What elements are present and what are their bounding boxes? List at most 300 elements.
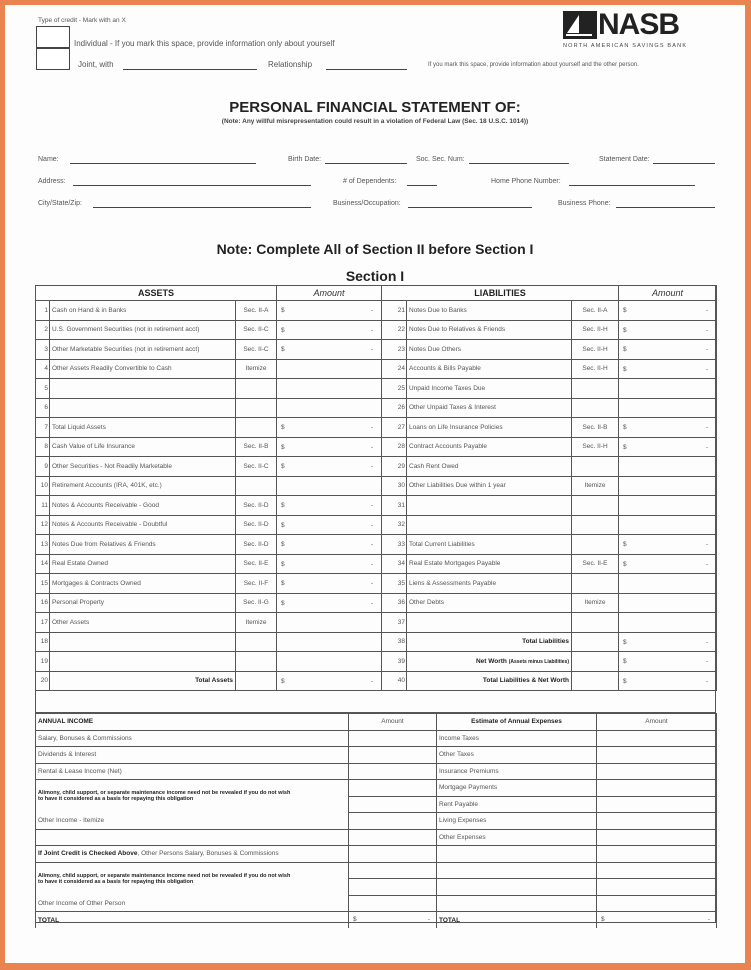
- row-label: [50, 418, 236, 438]
- row-label: [407, 476, 572, 496]
- row-number: 28: [382, 437, 407, 457]
- expense-row-rent: Rent Payable: [437, 796, 597, 813]
- amount-dash: -: [370, 580, 373, 587]
- dollar-sign: $: [281, 541, 285, 548]
- row-number: 37: [382, 613, 407, 633]
- row-number: 20: [36, 671, 50, 691]
- income-expenses-table: [35, 713, 717, 928]
- row-label-text: Liens & Assessments Payable: [409, 579, 497, 587]
- liabilities-row: [382, 476, 717, 496]
- row-amount-field[interactable]: [277, 613, 382, 633]
- expense-amount-rent[interactable]: [597, 796, 717, 813]
- nasb-logo: [563, 8, 688, 49]
- row-amount-field[interactable]: [277, 671, 382, 691]
- income-total-dollar: $: [353, 916, 357, 923]
- row-label-note: (Assets minus Liabilities): [508, 658, 569, 665]
- expense-row-insurance: Insurance Premiums: [437, 763, 597, 780]
- amount-dash: -: [705, 365, 709, 373]
- birth-date-field[interactable]: [325, 163, 407, 164]
- expense-amount-blank-3[interactable]: [597, 879, 717, 896]
- row-section-ref: [236, 398, 277, 418]
- amount-dash: -: [370, 560, 373, 568]
- row-number: 31: [382, 496, 407, 516]
- amount-dash: -: [370, 443, 373, 451]
- assets-row: [36, 340, 382, 360]
- row-number: 24: [382, 359, 407, 379]
- alimony2-note-2: [36, 879, 349, 896]
- row-amount-field[interactable]: [277, 574, 382, 594]
- row-number: 23: [382, 340, 407, 360]
- row-amount-field[interactable]: [619, 515, 717, 535]
- row-amount-field[interactable]: [277, 379, 382, 399]
- row-label: [407, 398, 572, 418]
- row-number: 16: [36, 593, 50, 613]
- expense-row-other: Other Expenses: [437, 829, 597, 846]
- row-amount-field[interactable]: [277, 632, 382, 652]
- expense-row-living: Living Expenses: [437, 813, 597, 830]
- row-section-ref: Sec. II-E: [572, 554, 619, 574]
- type-of-credit-label: Type of credit - Mark with an X: [38, 17, 126, 24]
- business-phone-label: Business Phone:: [558, 200, 611, 207]
- row-label: [407, 554, 572, 574]
- income-row-blank[interactable]: [36, 829, 349, 846]
- liabilities-row: [382, 554, 717, 574]
- dollar-sign: $: [281, 580, 285, 587]
- row-section-ref: Sec. II-G: [236, 593, 277, 613]
- amount-dash: -: [370, 424, 373, 431]
- assets-row: [36, 593, 382, 613]
- row-section-ref: Sec. II-F: [236, 574, 277, 594]
- assets-row: [36, 535, 382, 555]
- dollar-sign: $: [281, 502, 285, 509]
- dollar-sign: $: [623, 658, 627, 665]
- row-amount-field[interactable]: [619, 476, 717, 496]
- row-section-ref: Sec. II-E: [236, 554, 277, 574]
- row-label-text: Other Securities - Not Readily Marketable: [52, 462, 172, 470]
- alimony-note-2-text: to have it considered as a basis for repaying this obligation: [38, 796, 194, 802]
- address-field[interactable]: [73, 185, 311, 186]
- row-section-ref: [572, 671, 619, 691]
- row-number: 30: [382, 476, 407, 496]
- liabilities-row: [382, 418, 717, 438]
- assets-amount-header: Amount: [277, 286, 382, 301]
- relationship-label: Relationship: [268, 60, 313, 69]
- row-section-ref: [236, 418, 277, 438]
- row-label-text: Accounts & Bills Payable: [409, 365, 481, 373]
- alimony2-amount-1[interactable]: [349, 862, 437, 879]
- row-amount-field[interactable]: [277, 593, 382, 613]
- row-amount-field[interactable]: [277, 535, 382, 555]
- liabilities-row: [382, 632, 717, 652]
- logo-subtitle: NORTH AMERICAN SAVINGS BANK: [563, 43, 688, 49]
- row-section-ref: Sec. II-A: [572, 301, 619, 321]
- amount-dash: -: [705, 443, 709, 451]
- row-label: [50, 671, 236, 691]
- financial-statement-page: [5, 5, 745, 963]
- row-label: [407, 437, 572, 457]
- row-section-ref: [236, 652, 277, 672]
- dollar-sign: $: [281, 443, 285, 451]
- assets-row: [36, 632, 382, 652]
- business-phone-field[interactable]: [616, 207, 715, 208]
- individual-checkbox[interactable]: [36, 26, 70, 48]
- amount-dash: -: [370, 502, 373, 509]
- business-occupation-field[interactable]: [408, 207, 532, 208]
- row-section-ref: [572, 535, 619, 555]
- row-label: [407, 301, 572, 321]
- assets-row: [36, 398, 382, 418]
- amount-dash: -: [705, 677, 709, 685]
- row-number: 13: [36, 535, 50, 555]
- income-amount-salary[interactable]: [349, 730, 437, 747]
- row-amount-field[interactable]: [619, 671, 717, 691]
- expense-row-mortgage: Mortgage Payments: [437, 780, 597, 797]
- liabilities-table: [381, 285, 717, 691]
- amount-dash: -: [705, 326, 709, 334]
- row-label: [50, 535, 236, 555]
- assets-header: ASSETS: [36, 286, 277, 301]
- alimony2-note-2-text: to have it considered as a basis for repaying this obligation: [38, 878, 194, 885]
- row-amount-field[interactable]: [619, 437, 717, 457]
- ssn-label: Soc. Sec. Num:: [416, 156, 465, 163]
- income-amount-dividends[interactable]: [349, 747, 437, 764]
- row-label: [50, 593, 236, 613]
- row-amount-field[interactable]: [277, 301, 382, 321]
- row-label-text: Other Assets: [52, 618, 90, 626]
- amount-dash: -: [705, 541, 709, 548]
- income-row-salary: Salary, Bonuses & Commissions: [36, 730, 349, 747]
- income-amount-alimony-1[interactable]: [349, 780, 437, 797]
- joint-income-bold: If Joint Credit is Checked Above: [38, 850, 138, 858]
- income-row-dividends: Dividends & Interest: [36, 747, 349, 764]
- liabilities-row: [382, 613, 717, 633]
- row-amount-field[interactable]: [277, 496, 382, 516]
- row-section-ref: [572, 457, 619, 477]
- row-amount-field[interactable]: [619, 496, 717, 516]
- liabilities-row: [382, 320, 717, 340]
- row-label-text: Cash Value of Life Insurance: [52, 443, 135, 451]
- row-label: [407, 613, 572, 633]
- row-label-text: Real Estate Owned: [52, 560, 109, 568]
- row-section-ref: [572, 632, 619, 652]
- row-label-text: U.S. Government Securities (not in retirement acct): [52, 326, 200, 334]
- dollar-sign: $: [623, 541, 627, 548]
- row-number: 5: [36, 379, 50, 399]
- row-section-ref: Sec. II-C: [236, 320, 277, 340]
- row-section-ref: [572, 652, 619, 672]
- address-label: Address:: [38, 178, 66, 185]
- assets-row: [36, 496, 382, 516]
- row-number: 40: [382, 671, 407, 691]
- row-section-ref: [572, 379, 619, 399]
- row-number: 7: [36, 418, 50, 438]
- row-amount-field[interactable]: [277, 457, 382, 477]
- row-label: [407, 379, 572, 399]
- amount-dash: -: [370, 326, 373, 334]
- row-section-ref: Sec. II-D: [236, 496, 277, 516]
- row-number: 3: [36, 340, 50, 360]
- amount-dash: -: [705, 424, 709, 431]
- dollar-sign: $: [281, 677, 285, 685]
- row-amount-field[interactable]: [277, 418, 382, 438]
- assets-row: [36, 613, 382, 633]
- row-label-text: Notes Due to Banks: [409, 306, 467, 314]
- row-amount-field[interactable]: [619, 398, 717, 418]
- income-total-dash: -: [427, 916, 430, 923]
- row-amount-field[interactable]: [619, 340, 717, 360]
- row-number: 21: [382, 301, 407, 321]
- row-number: 22: [382, 320, 407, 340]
- dependents-label: # of Dependents:: [343, 178, 397, 185]
- joint-income-amount[interactable]: [349, 846, 437, 863]
- row-label-text: Other Debts: [409, 599, 445, 607]
- alimony-note-1-text: Alimony, child support, or separate maintenance income need not be revealed if you do not wish: [38, 790, 291, 796]
- row-section-ref: [236, 476, 277, 496]
- row-amount-field[interactable]: [619, 379, 717, 399]
- amount-dash: -: [705, 560, 709, 568]
- alimony2-note-1: [36, 862, 349, 879]
- liabilities-row: [382, 593, 717, 613]
- row-amount-field[interactable]: [619, 613, 717, 633]
- city-state-zip-label: City/State/Zip:: [38, 200, 82, 207]
- income-amount-blank[interactable]: [349, 829, 437, 846]
- income-amount-alimony-2[interactable]: [349, 796, 437, 813]
- income-amount-rental[interactable]: [349, 763, 437, 780]
- income-total-label: TOTAL: [36, 912, 349, 929]
- amount-dash: -: [705, 638, 709, 646]
- row-label: [50, 613, 236, 633]
- relationship-field[interactable]: [326, 69, 407, 70]
- row-number: 12: [36, 515, 50, 535]
- row-amount-field[interactable]: [277, 320, 382, 340]
- liabilities-row: [382, 652, 717, 672]
- row-label: [407, 457, 572, 477]
- dollar-sign: $: [281, 346, 285, 353]
- amount-dash: -: [370, 541, 373, 548]
- row-label-text: Other Unpaid Taxes & Interest: [409, 404, 496, 412]
- row-number: 18: [36, 632, 50, 652]
- expense-blank-2[interactable]: [437, 862, 597, 879]
- dollar-sign: $: [281, 599, 285, 607]
- expense-amount-mortgage[interactable]: [597, 780, 717, 797]
- row-label-text: Loans on Life Insurance Policies: [409, 423, 503, 431]
- section-note: Note: Complete All of Section II before Section I: [216, 241, 534, 257]
- statement-date-label: Statement Date:: [599, 156, 650, 163]
- alimony2-amount-2[interactable]: [349, 879, 437, 896]
- row-amount-field[interactable]: [619, 554, 717, 574]
- income-amount-header: Amount: [349, 714, 437, 731]
- row-section-ref: Sec. II-H: [572, 340, 619, 360]
- row-number: 14: [36, 554, 50, 574]
- row-label-text: Notes & Accounts Receivable - Doubtful: [52, 521, 168, 529]
- row-number: 17: [36, 613, 50, 633]
- row-amount-field[interactable]: [619, 574, 717, 594]
- joint-checkbox[interactable]: [36, 48, 70, 70]
- row-amount-field[interactable]: [619, 320, 717, 340]
- expense-blank-3[interactable]: [437, 879, 597, 896]
- row-label-text: Unpaid Income Taxes Due: [409, 384, 486, 392]
- expense-amount-living[interactable]: [597, 813, 717, 830]
- logo-text: NASB: [598, 8, 680, 41]
- row-amount-field[interactable]: [277, 476, 382, 496]
- expense-amount-insurance[interactable]: [597, 763, 717, 780]
- liabilities-row: [382, 379, 717, 399]
- expenses-total-label: TOTAL: [437, 912, 597, 929]
- row-label-text: Total Current Liabilities: [409, 540, 475, 548]
- dollar-sign: $: [281, 424, 285, 431]
- row-amount-field[interactable]: [277, 515, 382, 535]
- joint-income-row: [36, 846, 349, 863]
- liabilities-row: [382, 301, 717, 321]
- liabilities-row: [382, 535, 717, 555]
- expense-row-income-taxes: Income Taxes: [437, 730, 597, 747]
- row-amount-field[interactable]: [277, 437, 382, 457]
- row-label: [407, 632, 572, 652]
- income-amount-other[interactable]: [349, 813, 437, 830]
- amount-dash: -: [705, 346, 709, 353]
- row-label: [407, 535, 572, 555]
- joint-note: If you mark this space, provide information about yourself and the other person.: [428, 62, 639, 68]
- dollar-sign: $: [623, 443, 627, 451]
- other-person-income-row: Other Income of Other Person: [36, 895, 349, 912]
- row-amount-field[interactable]: [619, 535, 717, 555]
- row-amount-field[interactable]: [277, 554, 382, 574]
- dollar-sign: $: [623, 424, 627, 431]
- row-label: [50, 379, 236, 399]
- row-label-text: Personal Property: [52, 599, 105, 607]
- row-number: 4: [36, 359, 50, 379]
- row-label: [50, 476, 236, 496]
- dollar-sign: $: [623, 560, 627, 568]
- row-label: [50, 340, 236, 360]
- other-person-income-amount[interactable]: [349, 895, 437, 912]
- row-section-ref: Itemize: [572, 593, 619, 613]
- row-label-text: Total Liabilities: [522, 638, 569, 646]
- expense-blank-1[interactable]: [437, 846, 597, 863]
- row-number: 8: [36, 437, 50, 457]
- row-section-ref: Sec. II-B: [572, 418, 619, 438]
- joint-with-field[interactable]: [123, 69, 257, 70]
- home-phone-field[interactable]: [569, 185, 695, 186]
- assets-table: [35, 285, 382, 691]
- expenses-total-dash: -: [707, 916, 710, 923]
- row-amount-field[interactable]: [277, 340, 382, 360]
- row-amount-field[interactable]: [277, 398, 382, 418]
- row-section-ref: Sec. II-H: [572, 359, 619, 379]
- row-label-text: Real Estate Mortgages Payable: [409, 560, 501, 568]
- row-label-text: Mortgages & Contracts Owned: [52, 579, 141, 587]
- row-amount-field[interactable]: [277, 359, 382, 379]
- row-number: 26: [382, 398, 407, 418]
- name-label: Name:: [38, 156, 59, 163]
- row-section-ref: Itemize: [236, 613, 277, 633]
- row-number: 36: [382, 593, 407, 613]
- expenses-amount-header: Amount: [597, 714, 717, 731]
- assets-row: [36, 301, 382, 321]
- assets-row: [36, 437, 382, 457]
- expense-amount-blank-4[interactable]: [597, 895, 717, 912]
- row-section-ref: Itemize: [572, 476, 619, 496]
- row-amount-field[interactable]: [619, 632, 717, 652]
- row-number: 33: [382, 535, 407, 555]
- row-section-ref: Sec. II-C: [236, 340, 277, 360]
- liabilities-header: LIABILITIES: [382, 286, 619, 301]
- row-section-ref: [572, 613, 619, 633]
- row-label: [407, 418, 572, 438]
- row-label: [50, 632, 236, 652]
- row-section-ref: [572, 398, 619, 418]
- amount-dash: -: [370, 346, 373, 353]
- expense-amount-blank-1[interactable]: [597, 846, 717, 863]
- row-section-ref: [572, 574, 619, 594]
- row-label: [50, 398, 236, 418]
- row-label-text: Cash on Hand & in Banks: [52, 306, 127, 314]
- row-amount-field[interactable]: [619, 418, 717, 438]
- nasb-logo-icon: [563, 11, 597, 39]
- alimony-note-1: [36, 780, 349, 797]
- legal-note: (Note: Any willful misrepresentation could result in a violation of Federal Law (Sec. 18 U.S.C. 1014)): [221, 118, 529, 125]
- row-label: [407, 320, 572, 340]
- amount-dash: -: [370, 307, 373, 314]
- row-number: 9: [36, 457, 50, 477]
- city-state-zip-field[interactable]: [93, 207, 311, 208]
- ssn-field[interactable]: [469, 163, 569, 164]
- expenses-header: Estimate of Annual Expenses: [437, 714, 597, 731]
- section-title: Section I: [345, 268, 405, 284]
- row-amount-field[interactable]: [277, 652, 382, 672]
- expense-amount-blank-2[interactable]: [597, 862, 717, 879]
- row-label: [50, 359, 236, 379]
- row-number: 1: [36, 301, 50, 321]
- row-label: [50, 554, 236, 574]
- row-section-ref: [236, 671, 277, 691]
- assets-row: [36, 574, 382, 594]
- expense-amount-other-taxes[interactable]: [597, 747, 717, 764]
- amount-dash: -: [370, 521, 373, 529]
- expense-blank-4[interactable]: [437, 895, 597, 912]
- row-number: 19: [36, 652, 50, 672]
- assets-row: [36, 320, 382, 340]
- row-amount-field[interactable]: [619, 652, 717, 672]
- dependents-field[interactable]: [407, 185, 437, 186]
- expense-amount-income-taxes[interactable]: [597, 730, 717, 747]
- row-section-ref: Sec. II-C: [236, 457, 277, 477]
- row-number: 27: [382, 418, 407, 438]
- name-field[interactable]: [70, 163, 256, 164]
- row-amount-field[interactable]: [619, 359, 717, 379]
- row-section-ref: Sec. II-D: [236, 535, 277, 555]
- expense-amount-other[interactable]: [597, 829, 717, 846]
- row-amount-field[interactable]: [619, 593, 717, 613]
- row-label: [50, 457, 236, 477]
- row-label: [407, 671, 572, 691]
- income-total-amount[interactable]: [349, 912, 437, 929]
- row-section-ref: [236, 632, 277, 652]
- row-section-ref: Sec. II-A: [236, 301, 277, 321]
- row-number: 10: [36, 476, 50, 496]
- expenses-total-amount[interactable]: [597, 912, 717, 929]
- statement-date-field[interactable]: [653, 163, 715, 164]
- row-amount-field[interactable]: [619, 301, 717, 321]
- row-amount-field[interactable]: [619, 457, 717, 477]
- joint-income-rest: , Other Persons Salary, Bonuses & Commissions: [137, 850, 279, 858]
- liabilities-row: [382, 359, 717, 379]
- assets-row: [36, 671, 382, 691]
- dollar-sign: $: [623, 638, 627, 646]
- row-label-text: Notes Due Others: [409, 345, 462, 353]
- home-phone-label: Home Phone Number:: [491, 178, 561, 185]
- business-occupation-label: Business/Occupation:: [333, 200, 401, 207]
